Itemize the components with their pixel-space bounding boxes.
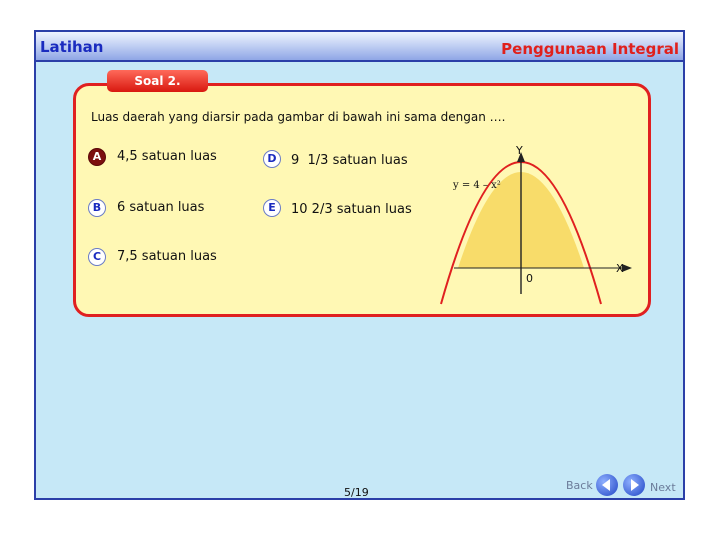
option-c-badge[interactable]: C xyxy=(88,248,106,266)
option-b-text[interactable]: 6 satuan luas xyxy=(117,200,205,215)
option-b-badge[interactable]: B xyxy=(88,199,106,217)
option-e-badge[interactable]: E xyxy=(263,199,281,217)
option-e-text[interactable]: 10 2/3 satuan luas xyxy=(291,202,412,217)
next-button[interactable] xyxy=(623,474,645,496)
equation-label: y = 4 – x² xyxy=(453,180,501,191)
arrow-left-icon xyxy=(596,474,618,496)
option-c-text[interactable]: 7,5 satuan luas xyxy=(117,249,217,264)
slide-frame xyxy=(34,30,685,500)
back-label[interactable]: Back xyxy=(566,479,593,492)
next-label[interactable]: Next xyxy=(650,481,676,494)
page-indicator: 5/19 xyxy=(344,486,369,499)
x-axis-label: X xyxy=(616,262,624,275)
header-bar xyxy=(36,32,683,62)
header-title-left: Latihan xyxy=(40,38,104,56)
origin-label: 0 xyxy=(526,272,533,285)
parabola-graph xyxy=(436,142,646,312)
option-d-badge[interactable]: D xyxy=(263,150,281,168)
back-button[interactable] xyxy=(596,474,618,496)
y-axis-label: Y xyxy=(516,144,523,157)
header-title-right: Penggunaan Integral xyxy=(501,40,679,58)
question-text: Luas daerah yang diarsir pada gambar di bawah ini sama dengan …. xyxy=(91,110,506,124)
option-d-text[interactable]: 9 1/3 satuan luas xyxy=(291,153,408,168)
arrow-right-icon xyxy=(623,474,645,496)
option-a-text[interactable]: 4,5 satuan luas xyxy=(117,149,217,164)
soal-tab: Soal 2. xyxy=(107,70,208,92)
option-a-badge[interactable]: A xyxy=(88,148,106,166)
